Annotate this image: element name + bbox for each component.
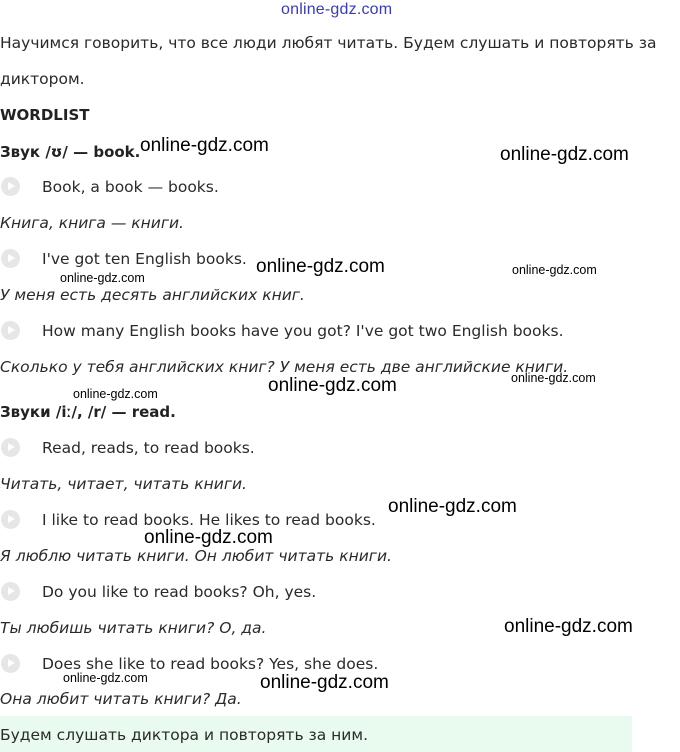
sound-heading-suffix: . <box>134 143 141 161</box>
watermark: online-gdz.com <box>500 144 629 165</box>
phrase-english: I've got ten English books. <box>42 250 247 268</box>
sound-heading-prefix: Звук /ʊ/ — <box>0 143 94 161</box>
instruction-banner <box>0 716 632 752</box>
header-watermark: online-gdz.com <box>281 1 393 18</box>
watermark: online-gdz.com <box>60 271 145 285</box>
sound-heading-read <box>0 403 176 421</box>
watermark: online-gdz.com <box>388 496 517 517</box>
watermark: online-gdz.com <box>256 256 385 277</box>
sound-heading-word: book <box>93 143 135 161</box>
phrase-english: How many English books have you got? I've got two English books. <box>42 322 564 340</box>
intro-line-2: диктором. <box>0 70 85 88</box>
play-icon[interactable] <box>1 438 20 457</box>
phrase-english: I like to read books. He likes to read books. <box>42 511 376 529</box>
sound-heading-word: read <box>131 403 171 421</box>
play-icon[interactable] <box>1 510 20 529</box>
phrase-english: Do you like to read books? Oh, yes. <box>42 583 317 601</box>
play-icon[interactable] <box>1 177 20 196</box>
play-icon[interactable] <box>1 582 20 601</box>
wordlist-title: WORDLIST <box>0 106 90 124</box>
phrase-translation: Я люблю читать книги. Он любит читать книги. <box>0 547 392 565</box>
watermark: online-gdz.com <box>268 375 397 396</box>
phrase-translation: Она любит читать книги? Да. <box>0 690 242 708</box>
watermark: online-gdz.com <box>144 527 273 548</box>
phrase-translation: Сколько у тебя английских книг? У меня есть две английские книги. <box>0 358 569 376</box>
phrase-translation: Ты любишь читать книги? О, да. <box>0 619 267 637</box>
phrase-translation: Читать, читает, читать книги. <box>0 475 247 493</box>
watermark: online-gdz.com <box>512 263 597 277</box>
watermark: online-gdz.com <box>73 387 158 401</box>
instruction-banner-text: Будем слушать диктора и повторять за ним. <box>0 726 368 744</box>
watermark: online-gdz.com <box>63 671 148 685</box>
sound-heading-suffix: . <box>170 403 176 421</box>
phrase-translation: Книга, книга — книги. <box>0 214 184 232</box>
phrase-translation: У меня есть десять английских книг. <box>0 286 305 304</box>
sound-heading-prefix: Звуки /iː/, /r/ — <box>0 403 132 421</box>
phrase-english: Read, reads, to read books. <box>42 439 255 457</box>
play-icon[interactable] <box>1 249 20 268</box>
watermark: online-gdz.com <box>140 135 269 156</box>
play-icon[interactable] <box>1 321 20 340</box>
watermark: online-gdz.com <box>511 371 596 385</box>
intro-line-1: Научимся говорить, что все люди любят читать. Будем слушать и повторять за <box>0 34 657 52</box>
watermark: online-gdz.com <box>260 672 389 693</box>
sound-heading-book <box>0 143 140 161</box>
phrase-english: Does she like to read books? Yes, she does. <box>42 655 379 673</box>
watermark: online-gdz.com <box>504 616 633 637</box>
play-icon[interactable] <box>1 654 20 673</box>
phrase-english: Book, a book — books. <box>42 178 219 196</box>
